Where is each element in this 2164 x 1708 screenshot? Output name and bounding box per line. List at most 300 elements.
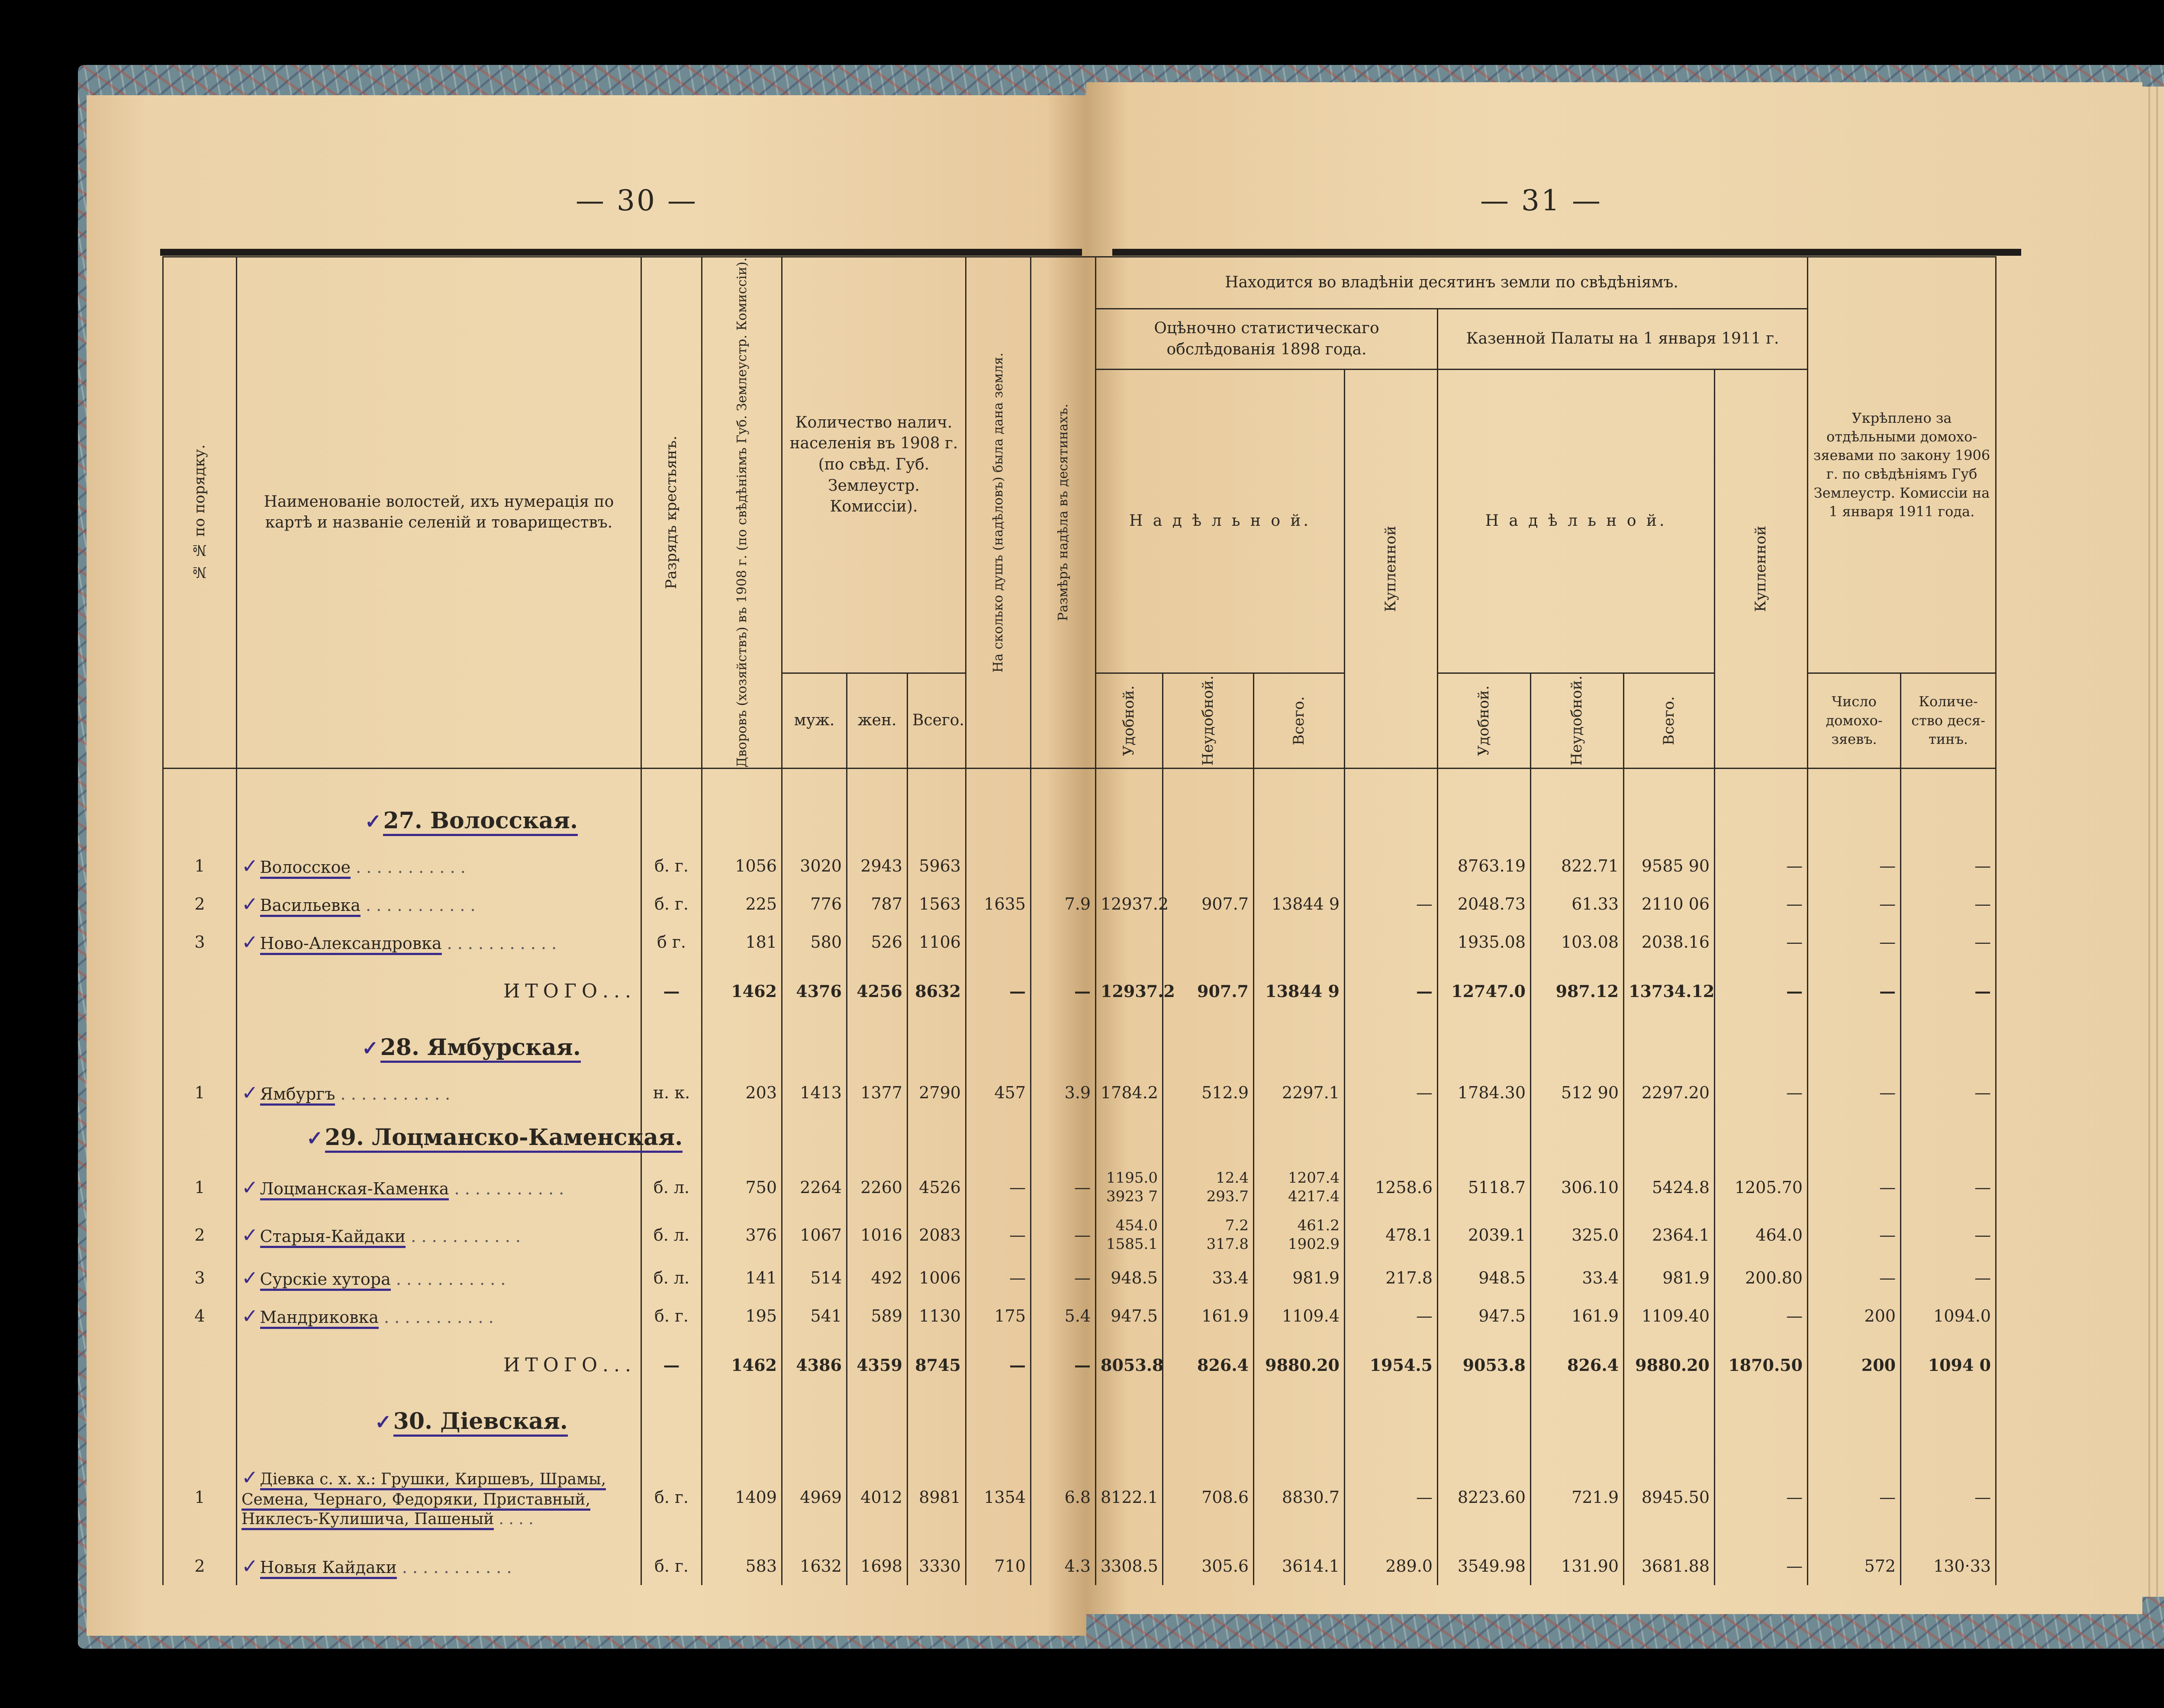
value-v11: 981.9 (1624, 1259, 1715, 1297)
spacer-cell (641, 768, 702, 795)
value-n11: 61.33 (1531, 885, 1624, 923)
value-vs: 3330 (908, 1547, 966, 1585)
value-v98: 1109.4 (1254, 1297, 1345, 1335)
value-m: 1632 (782, 1547, 847, 1585)
settlement-name-text: Лоцманская-Каменка (260, 1179, 449, 1200)
section-empty-cell (1163, 1022, 1254, 1074)
section-header (163, 1396, 1996, 1447)
value-k11: — (1715, 1547, 1808, 1585)
checkmark-icon: ✓ (306, 1126, 323, 1150)
value-u98: 1195.0 3923 7 (1096, 1164, 1163, 1211)
checkmark-icon: ✓ (242, 1223, 258, 1247)
value-u98: 8122.1 (1096, 1447, 1163, 1547)
value-zh: 787 (847, 885, 908, 923)
row-number: 4 (163, 1297, 237, 1335)
value-dv: 750 (702, 1164, 782, 1211)
value-ch: — (1808, 885, 1901, 923)
table-row (163, 1447, 1996, 1547)
section-empty-cell (1901, 795, 1996, 847)
value-kol: — (1901, 1211, 1996, 1259)
table-row (163, 847, 1996, 885)
settlement-name (237, 1211, 641, 1259)
value-dush: — (966, 1164, 1031, 1211)
section-empty-cell (1531, 1022, 1624, 1074)
razryad: б. л. (641, 1164, 702, 1211)
section-title-text: 29. Лоцманско-Каменская. (325, 1124, 683, 1153)
section-empty-cell (908, 1112, 966, 1164)
section-empty-cell (1438, 1022, 1531, 1074)
value-n11: 131.90 (1531, 1547, 1624, 1585)
checkmark-icon: ✓ (242, 854, 258, 878)
total-no (163, 1335, 237, 1396)
value-k98 (1345, 923, 1438, 961)
total-k98: — (1345, 961, 1438, 1022)
section-empty-cell (1624, 795, 1715, 847)
value-m: 4969 (782, 1447, 847, 1547)
section-header (163, 1022, 1996, 1074)
value-dush (966, 923, 1031, 961)
value-n98: 512.9 (1163, 1074, 1254, 1112)
total-razm: — (1031, 1335, 1096, 1396)
checkmark-icon: ✓ (242, 1081, 258, 1104)
section-empty-cell (782, 795, 847, 847)
value-n98 (1163, 847, 1254, 885)
value-v11: 9585 90 (1624, 847, 1715, 885)
header-vsego-1911: Всего. (1624, 673, 1715, 768)
value-ch: — (1808, 1074, 1901, 1112)
checkmark-icon: ✓ (242, 1465, 258, 1489)
header-dvorov: Дворовъ (хозяйствъ) въ 1908 г. (по свѣдѣніямъ Губ. Землеустр. Комиссіи). (702, 257, 782, 769)
section-empty-cell (1163, 795, 1254, 847)
value-ch: — (1808, 847, 1901, 885)
value-vs: 4526 (908, 1164, 966, 1211)
total-dush: — (966, 961, 1031, 1022)
settlement-name (237, 1297, 641, 1335)
value-k11: — (1715, 923, 1808, 961)
header-neudobnoy-1911: Неудобной. (1531, 673, 1624, 768)
total-ch: — (1808, 961, 1901, 1022)
spacer-cell (1438, 768, 1531, 795)
header-population: Количество налич. населенія въ 1908 г. (по свѣд. Губ. Землеустр. Комиссіи). (782, 257, 966, 673)
table-row (163, 1164, 1996, 1211)
total-v98: 9880.20 (1254, 1335, 1345, 1396)
value-m: 541 (782, 1297, 847, 1335)
section-empty-cell (1901, 1396, 1996, 1447)
header-kuplennoy-1898: Купленной (1345, 370, 1438, 769)
value-v98: 13844 9 (1254, 885, 1345, 923)
value-k98: 289.0 (1345, 1547, 1438, 1585)
value-dv: 1056 (702, 847, 782, 885)
value-v11: 2364.1 (1624, 1211, 1715, 1259)
header-udobnoy-1898: Удобной. (1096, 673, 1163, 768)
value-k98: — (1345, 1447, 1438, 1547)
value-dush: — (966, 1259, 1031, 1297)
leader-dots: . . . . . . . . . . . (449, 1179, 564, 1198)
spacer-cell (1254, 768, 1345, 795)
section-empty-cell (1624, 1112, 1715, 1164)
section-empty-cell (1808, 1022, 1901, 1074)
total-m: 4386 (782, 1335, 847, 1396)
value-razm: 5.4 (1031, 1297, 1096, 1335)
leader-dots: . . . . . . . . . . . (360, 895, 476, 915)
section-empty-cell (702, 1396, 782, 1447)
value-n98: 305.6 (1163, 1547, 1254, 1585)
leader-dots: . . . . . . . . . . . (406, 1226, 521, 1246)
section-no (163, 1112, 237, 1164)
checkmark-icon: ✓ (242, 1554, 258, 1578)
row-number: 2 (163, 885, 237, 923)
settlement-name (237, 1447, 641, 1547)
value-dv: 225 (702, 885, 782, 923)
value-n98: 708.6 (1163, 1447, 1254, 1547)
value-m: 580 (782, 923, 847, 961)
spacer-cell (1624, 768, 1715, 795)
value-n11: 325.0 (1531, 1211, 1624, 1259)
row-number: 1 (163, 1164, 237, 1211)
section-empty-cell (1096, 1112, 1163, 1164)
value-ch: — (1808, 1447, 1901, 1547)
value-n11: 306.10 (1531, 1164, 1624, 1211)
section-empty-cell (1096, 1022, 1163, 1074)
section-empty-cell (702, 795, 782, 847)
value-n98 (1163, 923, 1254, 961)
header-razmer: Размѣръ надѣла въ десятинахъ. (1031, 257, 1096, 769)
value-m: 514 (782, 1259, 847, 1297)
value-dv: 203 (702, 1074, 782, 1112)
statistics-table (162, 256, 1997, 1585)
value-vs: 1006 (908, 1259, 966, 1297)
value-razm: 6.8 (1031, 1447, 1096, 1547)
value-ch: — (1808, 1211, 1901, 1259)
section-header (163, 1112, 1996, 1164)
table-row (163, 1074, 1996, 1112)
settlement-name (237, 1074, 641, 1112)
value-u11: 3549.98 (1438, 1547, 1531, 1585)
spacer-cell (1096, 768, 1163, 795)
header-no: № № по порядку. (163, 257, 237, 769)
value-k11: — (1715, 885, 1808, 923)
value-razm: — (1031, 1211, 1096, 1259)
total-dv: 1462 (702, 1335, 782, 1396)
total-n11: 826.4 (1531, 1335, 1624, 1396)
section-empty-cell (1096, 1396, 1163, 1447)
total-v11: 13734.12 (1624, 961, 1715, 1022)
table-row (163, 1297, 1996, 1335)
value-dv: 195 (702, 1297, 782, 1335)
value-k98: — (1345, 885, 1438, 923)
razryad: б. л. (641, 1259, 702, 1297)
section-empty-cell (1438, 795, 1531, 847)
value-u11: 2048.73 (1438, 885, 1531, 923)
row-number: 2 (163, 1547, 237, 1585)
section-empty-cell (1715, 1022, 1808, 1074)
razryad: б. л. (641, 1211, 702, 1259)
value-u11: 8223.60 (1438, 1447, 1531, 1547)
value-m: 776 (782, 885, 847, 923)
total-row (163, 1335, 1996, 1396)
value-zh: 1377 (847, 1074, 908, 1112)
razryad: н. к. (641, 1074, 702, 1112)
razryad: б. г. (641, 1547, 702, 1585)
value-razm: 3.9 (1031, 1074, 1096, 1112)
value-v98: 1207.4 4217.4 (1254, 1164, 1345, 1211)
value-v98 (1254, 847, 1345, 885)
total-ch: 200 (1808, 1335, 1901, 1396)
section-empty-cell (1624, 1396, 1715, 1447)
value-ch: 572 (1808, 1547, 1901, 1585)
row-number: 3 (163, 923, 237, 961)
value-dush (966, 847, 1031, 885)
total-u11: 9053.8 (1438, 1335, 1531, 1396)
table-body (163, 768, 1996, 1585)
checkmark-icon: ✓ (242, 930, 258, 954)
header-nadelnoy-1911: Н а д ѣ л ь н о й. (1438, 370, 1715, 673)
value-u98: 1784.2 (1096, 1074, 1163, 1112)
settlement-name (237, 1259, 641, 1297)
total-m: 4376 (782, 961, 847, 1022)
value-ch: — (1808, 1259, 1901, 1297)
checkmark-icon: ✓ (364, 810, 382, 833)
value-kol: — (1901, 1259, 1996, 1297)
value-k11: — (1715, 847, 1808, 885)
value-ch: 200 (1808, 1297, 1901, 1335)
value-v11: 2110 06 (1624, 885, 1715, 923)
value-k98: 1258.6 (1345, 1164, 1438, 1211)
row-number: 2 (163, 1211, 237, 1259)
section-title-text: 27. Волосская. (383, 807, 578, 836)
value-zh: 2943 (847, 847, 908, 885)
value-zh: 1698 (847, 1547, 908, 1585)
razryad: б. г. (641, 847, 702, 885)
header-kuplennoy-1911: Купленной (1715, 370, 1808, 769)
value-v98: 461.2 1902.9 (1254, 1211, 1345, 1259)
value-u98: 3308.5 (1096, 1547, 1163, 1585)
section-empty-cell (1901, 1022, 1996, 1074)
spacer-cell (1345, 768, 1438, 795)
header-razryad: Разрядъ крестьянъ. (641, 257, 702, 769)
checkmark-icon: ✓ (242, 1266, 258, 1290)
value-u98: 947.5 (1096, 1297, 1163, 1335)
value-dv: 583 (702, 1547, 782, 1585)
value-k98: — (1345, 1297, 1438, 1335)
value-n11: 103.08 (1531, 923, 1624, 961)
section-empty-cell (847, 1396, 908, 1447)
value-zh: 492 (847, 1259, 908, 1297)
value-u98: 12937.2 (1096, 885, 1163, 923)
value-v11: 1109.40 (1624, 1297, 1715, 1335)
total-vs: 8745 (908, 1335, 966, 1396)
section-empty-cell (641, 795, 702, 847)
header-vsego-1898: Всего. (1254, 673, 1345, 768)
section-empty-cell (847, 1112, 908, 1164)
section-title (237, 1112, 683, 1164)
settlement-name-text: Старыя-Кайдаки (260, 1227, 406, 1248)
page-number-right: — 31 — (1480, 184, 1602, 217)
value-n98: 33.4 (1163, 1259, 1254, 1297)
total-no (163, 961, 237, 1022)
section-empty-cell (641, 1022, 702, 1074)
value-razm (1031, 923, 1096, 961)
total-u98: 12937.2 (1096, 961, 1163, 1022)
section-empty-cell (1254, 1112, 1345, 1164)
value-u98 (1096, 847, 1163, 885)
table-row (163, 1547, 1996, 1585)
header-ukrepleno: Укрѣплено за отдѣльными домохозяевами по закону 1906 г. по свѣдѣніямъ Губ Землеустр. Комиссіи на 1 января 1911 года. (1808, 257, 1996, 673)
value-u98: 454.0 1585.1 (1096, 1211, 1163, 1259)
value-n11: 822.71 (1531, 847, 1624, 885)
total-zh: 4359 (847, 1335, 908, 1396)
settlement-name (237, 847, 641, 885)
value-n98: 907.7 (1163, 885, 1254, 923)
section-empty-cell (966, 1396, 1031, 1447)
total-dv: 1462 (702, 961, 782, 1022)
value-k11: 200.80 (1715, 1259, 1808, 1297)
section-empty-cell (1096, 795, 1163, 847)
value-dush: — (966, 1211, 1031, 1259)
section-title (237, 795, 641, 847)
value-razm: — (1031, 1164, 1096, 1211)
settlement-name (237, 1547, 641, 1585)
section-title-text: 28. Ямбурская. (380, 1034, 581, 1063)
leader-dots: . . . . . . . . . . . (390, 1269, 506, 1289)
razryad: б. г. (641, 885, 702, 923)
value-n11: 33.4 (1531, 1259, 1624, 1297)
razryad: б г. (641, 923, 702, 961)
section-title-text: 30. Діевская. (393, 1408, 568, 1437)
value-k98 (1345, 847, 1438, 885)
value-kol: — (1901, 1447, 1996, 1547)
section-empty-cell (1901, 1112, 1996, 1164)
total-n98: 826.4 (1163, 1335, 1254, 1396)
value-vs: 1563 (908, 885, 966, 923)
table-row (163, 1211, 1996, 1259)
value-u11: 2039.1 (1438, 1211, 1531, 1259)
section-empty-cell (908, 795, 966, 847)
razryad: б. г. (641, 1297, 702, 1335)
total-v98: 13844 9 (1254, 961, 1345, 1022)
value-k11: — (1715, 1297, 1808, 1335)
value-v98 (1254, 923, 1345, 961)
value-ch: — (1808, 923, 1901, 961)
spacer-cell (847, 768, 908, 795)
value-dush: 457 (966, 1074, 1031, 1112)
value-v11: 2038.16 (1624, 923, 1715, 961)
total-zh: 4256 (847, 961, 908, 1022)
total-kol: 1094 0 (1901, 1335, 1996, 1396)
total-razryad: — (641, 1335, 702, 1396)
table-row (163, 923, 1996, 961)
section-empty-cell (702, 1022, 782, 1074)
section-empty-cell (641, 1396, 702, 1447)
section-empty-cell (782, 1112, 847, 1164)
value-v98: 981.9 (1254, 1259, 1345, 1297)
section-empty-cell (966, 1112, 1031, 1164)
section-empty-cell (1254, 1396, 1345, 1447)
spacer-cell (782, 768, 847, 795)
total-label: ИТОГО... (237, 961, 641, 1022)
value-kol: 1094.0 (1901, 1297, 1996, 1335)
leader-dots: . . . . . . . . . . . (441, 933, 557, 953)
header-ocenochno: Оцѣночно статистическаго обслѣдованія 1898 года. (1096, 309, 1438, 370)
section-empty-cell (966, 1022, 1031, 1074)
section-empty-cell (1808, 1112, 1901, 1164)
leader-dots: . . . . . . . . . . . (351, 857, 466, 877)
checkmark-icon: ✓ (375, 1410, 392, 1434)
section-empty-cell (1624, 1022, 1715, 1074)
value-kol: 130·33 (1901, 1547, 1996, 1585)
settlement-name-text: Васильевка (260, 896, 361, 917)
page-edges (2142, 87, 2164, 1597)
settlement-name-text: Волосское (260, 858, 351, 879)
total-kol: — (1901, 961, 1996, 1022)
header-kazennoy: Казенной Палаты на 1 января 1911 г. (1438, 309, 1808, 370)
value-zh: 2260 (847, 1164, 908, 1211)
table-row (163, 885, 1996, 923)
section-empty-cell (847, 1022, 908, 1074)
section-empty-cell (1031, 795, 1096, 847)
value-n98: 7.2 317.8 (1163, 1211, 1254, 1259)
value-k98: 478.1 (1345, 1211, 1438, 1259)
value-zh: 4012 (847, 1447, 908, 1547)
value-razm: 4.3 (1031, 1547, 1096, 1585)
section-empty-cell (1345, 1112, 1438, 1164)
spacer-cell (702, 768, 782, 795)
spacer-cell (1808, 768, 1901, 795)
spacer-cell (237, 768, 641, 795)
razryad: б. г. (641, 1447, 702, 1547)
section-empty-cell (1254, 1022, 1345, 1074)
value-vs: 1130 (908, 1297, 966, 1335)
value-k11: 464.0 (1715, 1211, 1808, 1259)
value-kol: — (1901, 847, 1996, 885)
section-empty-cell (1345, 795, 1438, 847)
page-number-left: — 30 — (576, 184, 698, 217)
settlement-name (237, 923, 641, 961)
value-n11: 512 90 (1531, 1074, 1624, 1112)
header-udobnoy-1911: Удобной. (1438, 673, 1531, 768)
section-empty-cell (1438, 1112, 1531, 1164)
settlement-name (237, 885, 641, 923)
spacer-cell (163, 768, 237, 795)
value-kol: — (1901, 1164, 1996, 1211)
value-m: 2264 (782, 1164, 847, 1211)
settlement-name-text: Ямбургъ (260, 1084, 335, 1106)
value-razm: — (1031, 1259, 1096, 1297)
value-ch: — (1808, 1164, 1901, 1211)
section-empty-cell (966, 795, 1031, 847)
value-dush: 710 (966, 1547, 1031, 1585)
section-empty-cell (1345, 1396, 1438, 1447)
checkmark-icon: ✓ (362, 1036, 379, 1060)
total-vs: 8632 (908, 961, 966, 1022)
total-n98: 907.7 (1163, 961, 1254, 1022)
total-v11: 9880.20 (1624, 1335, 1715, 1396)
section-title (237, 1396, 641, 1447)
total-k98: 1954.5 (1345, 1335, 1438, 1396)
leader-dots: . . . . . . . . . . . (378, 1307, 494, 1327)
value-dush: 175 (966, 1297, 1031, 1335)
header-chislo: Число домохозяевъ. (1808, 673, 1901, 768)
section-empty-cell (1808, 795, 1901, 847)
value-vs: 1106 (908, 923, 966, 961)
header-vsego: Всего. (908, 673, 966, 768)
header-nadelnoy-1898: Н а д ѣ л ь н о й. (1096, 370, 1345, 673)
section-empty-cell (702, 1112, 782, 1164)
value-u98: 948.5 (1096, 1259, 1163, 1297)
settlement-name-text: Сурскіе хутора (260, 1270, 391, 1291)
row-number: 1 (163, 847, 237, 885)
value-razm (1031, 847, 1096, 885)
